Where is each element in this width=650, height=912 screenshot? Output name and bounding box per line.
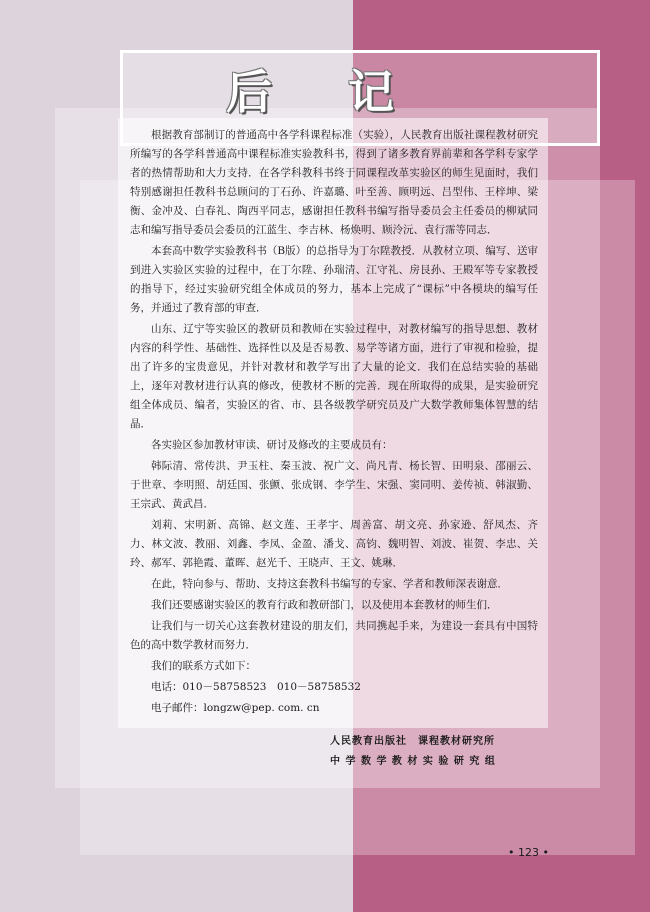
thanks-paragraph-2: 我们还要感谢实验区的教育行政和教研部门，以及使用本套教材的师生们． xyxy=(151,599,498,611)
body-text xyxy=(130,126,538,720)
member-list-1: 韩际清、常传洪、尹玉柱、秦玉波、祝广文、尚凡青、杨长智、田明泉、邵丽云、于世章、李明照、胡廷国、张颤、张成钢、李学生、宋强、窦同明、姜传祯、韩淑勤、王宗武、黄武昌． xyxy=(130,460,538,510)
paragraph-2: 本套高中数学实验教科书（B版）的总指导为丁尔陞教授．从教材立项、编写、送审到进入实验区实验的过程中，在丁尔陞、孙瑞清、江守礼、房艮孙、王殿军等专家教授的指导下，经过实验研究组全体成员的努力，基本上完成了“课标”中各模块的编写任务，并通过了教育部的审查． xyxy=(130,245,538,314)
paragraph-4: 各实验区参加教材审读、研讨及修改的主要成员有： xyxy=(151,439,393,451)
signature xyxy=(330,732,530,772)
signature-line-1: 人民教育出版社 课程教材研究所 xyxy=(330,736,495,747)
signature-line-2: 中 学 数 学 教 材 实 验 研 究 组 xyxy=(330,756,496,767)
closing-paragraph: 让我们与一切关心这套教材建设的朋友们，共同携起手来，为建设一套具有中国特色的高中数学教材而努力． xyxy=(130,620,538,651)
contact-intro: 我们的联系方式如下： xyxy=(151,660,256,672)
member-list-2: 刘莉、宋明新、高锦、赵文莲、王孝宇、周善富、胡文亮、孙家逊、舒凤杰、齐力、林文波、教丽、刘鑫、李凤、金盈、潘戈、高钧、魏明智、刘波、崔贺、李忠、关玲、郝军、郭艳霞、董晖、赵光千、王晓声、王文、姚琳． xyxy=(130,519,538,569)
contact-email: 电子邮件：longzw@pep. com. cn xyxy=(151,702,320,714)
paragraph-3: 山东、辽宁等实验区的教研员和教师在实验过程中，对教材编写的指导思想、教材内容的科学性、基础性、选择性以及是否易教、易学等诸方面，进行了审视和检验，提出了许多的宝贵意见，并针对教材和教学写出了大量的论文．我们在总结实验的基础上，逐年对教材进行认真的修改，使教材不断的完善．现在所取得的成果，是实验研究组全体成员、编者，实验区的省、市、县各级教学研究员及广大数学教师集体智慧的结晶． xyxy=(130,323,538,430)
contact-phone: 电话：010－58758523 010－58758532 xyxy=(151,681,361,693)
thanks-paragraph: 在此，特向参与、帮助、支持这套教科书编写的专家、学者和教师深表谢意． xyxy=(151,578,508,590)
paragraph-1: 根据教育部制订的普通高中各学科课程标准（实验），人民教育出版社课程教材研究所编写的各学科普通高中课程标准实验教科书，得到了诸多教育界前辈和各学科专家学者的热情帮助和大力支持．在各学科教科书终于同课程改革实验区的师生见面时，我们特别感谢担任教科书总顾问的丁石孙、许嘉璐、叶至善、顾明远、吕型伟、王梓坤、梁衡、金冲及、白春礼、陶西平同志，感谢担任教科书编写指导委员会主任委员的柳斌同志和编写指导委员会委员的江蓝生、李吉林、杨焕明、顾泠沅、袁行霈等同志． xyxy=(130,129,538,236)
page-number: • 123 • xyxy=(508,846,549,859)
page-title: 后 记 xyxy=(225,65,424,119)
